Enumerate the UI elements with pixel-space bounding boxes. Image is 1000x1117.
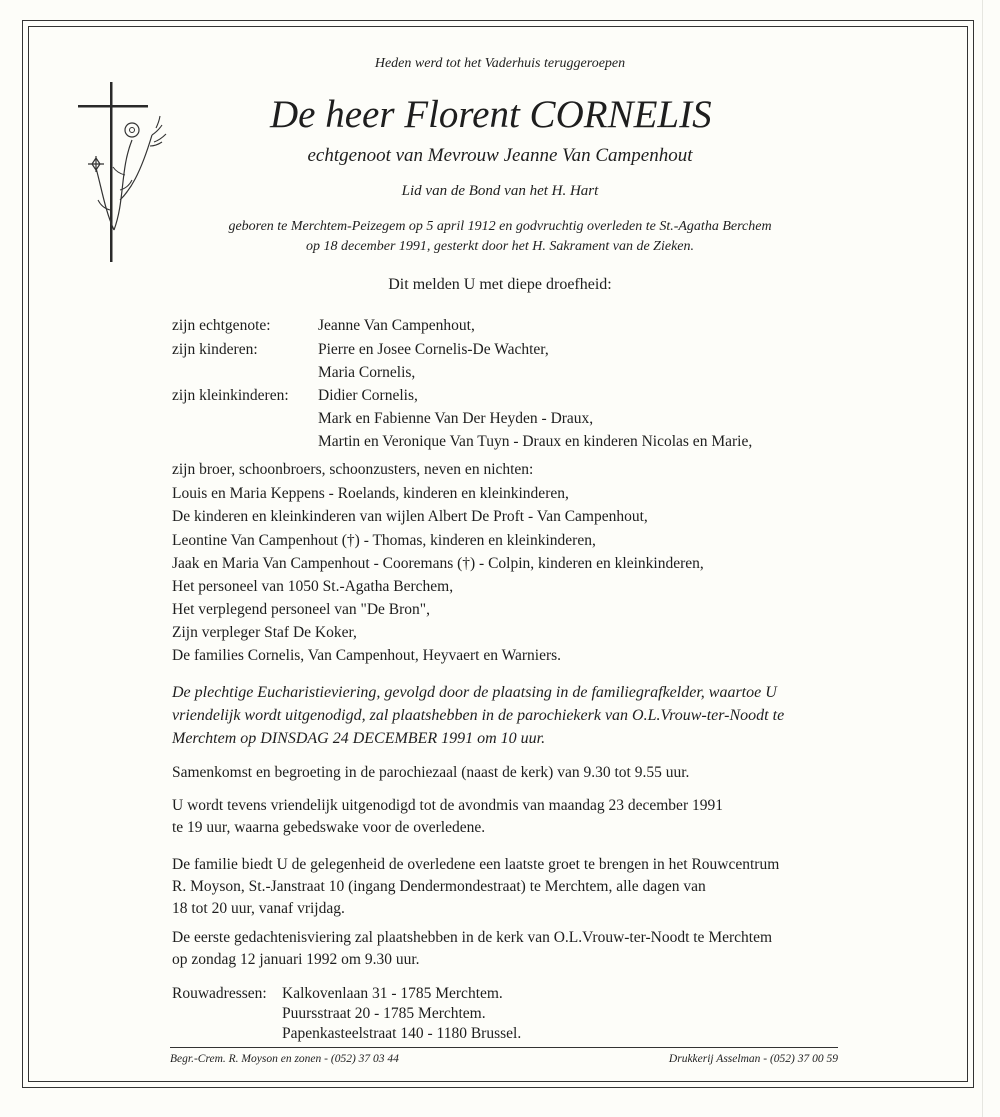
address-line: Puursstraat 20 - 1785 Merchtem. (282, 1005, 486, 1022)
family-line: Zijn verpleger Staf De Koker, (172, 624, 357, 641)
announcement: Dit melden U met diepe droefheid: (388, 276, 612, 293)
family-line: Louis en Maria Keppens - Roelands, kinderen en kleinkinderen, (172, 485, 569, 502)
family-line: De kinderen en kleinkinderen van wijlen Albert De Proft - Van Campenhout, (172, 508, 648, 525)
paper-fold (982, 0, 983, 1117)
farewell-line: De familie biedt U de gelegenheid de overledene een laatste groet te brengen in het Rouwcentrum (172, 856, 780, 873)
family-line: Het personeel van 1050 St.-Agatha Berchem, (172, 578, 454, 595)
farewell-line: R. Moyson, St.-Janstraat 10 (ingang Dendermondestraat) te Merchtem, alle dagen van (172, 878, 706, 895)
family-line: zijn broer, schoonbroers, schoonzusters, neven en nichten: (172, 461, 534, 478)
gathering-line: Samenkomst en begroeting in de parochiezaal (naast de kerk) van 9.30 tot 9.55 uur. (172, 764, 690, 781)
relative-label: zijn kinderen: (172, 341, 258, 358)
family-line: Het verplegend personeel van "De Bron", (172, 601, 430, 618)
membership-line: Lid van de Bond van het H. Hart (401, 183, 599, 199)
family-line: Jaak en Maria Van Campenhout - Cooremans (†) - Colpin, kinderen en kleinkinderen, (172, 555, 704, 572)
relative-value: Didier Cornelis, (318, 387, 418, 404)
memorial-line: op zondag 12 januari 1992 om 9.30 uur. (172, 951, 420, 968)
footer-left: Begr.-Crem. R. Moyson en zonen - (052) 37 03 44 (170, 1053, 399, 1065)
relative-value: Martin en Veronique Van Tuyn - Draux en kinderen Nicolas en Marie, (318, 433, 753, 450)
farewell-line: 18 tot 20 uur, vanaf vrijdag. (172, 900, 345, 917)
relative-value: Mark en Fabienne Van Der Heyden - Draux, (318, 410, 594, 427)
ceremony-line: vriendelijk wordt uitgenodigd, zal plaatshebben in de parochiekerk van O.L.Vrouw-ter-Noodt te (172, 707, 785, 724)
birth-line: geboren te Merchtem-Peizegem op 5 april 1912 en godvruchtig overleden te St.-Agatha Berchem (228, 219, 772, 234)
ceremony-line: Merchtem op DINSDAG 24 DECEMBER 1991 om 10 uur. (172, 730, 546, 747)
vigil-line: U wordt tevens vriendelijk uitgenodigd tot de avondmis van maandag 23 december 1991 (172, 797, 723, 814)
address-line: Kalkovenlaan 31 - 1785 Merchtem. (282, 985, 503, 1002)
footer-right: Drukkerij Asselman - (052) 37 00 59 (668, 1053, 838, 1065)
footer-rule (170, 1047, 838, 1048)
relative-label: zijn echtgenote: (172, 317, 271, 334)
relative-label: zijn kleinkinderen: (172, 387, 289, 404)
vigil-line: te 19 uur, waarna gebedswake voor de overledene. (172, 819, 486, 836)
family-line: De families Cornelis, Van Campenhout, Heyvaert en Warniers. (172, 647, 562, 664)
family-line: Leontine Van Campenhout (†) - Thomas, kinderen en kleinkinderen, (172, 532, 596, 549)
relative-value: Jeanne Van Campenhout, (318, 317, 475, 334)
relative-value: Pierre en Josee Cornelis-De Wachter, (318, 341, 549, 358)
relative-value: Maria Cornelis, (318, 364, 416, 381)
memorial-line: De eerste gedachtenisviering zal plaatshebben in de kerk van O.L.Vrouw-ter-Noodt te Merchtem (172, 929, 773, 946)
header-text: Heden werd tot het Vaderhuis teruggeroepen (374, 56, 626, 71)
addresses-label: Rouwadressen: (172, 985, 267, 1002)
death-line: op 18 december 1991, gesterkt door het H. Sakrament van de Zieken. (305, 239, 694, 254)
spouse-line: echtgenoot van Mevrouw Jeanne Van Campenhout (307, 145, 693, 166)
deceased-name: De heer Florent CORNELIS (270, 93, 712, 136)
address-line: Papenkasteelstraat 140 - 1180 Brussel. (282, 1025, 522, 1042)
ceremony-line: De plechtige Eucharistieviering, gevolgd door de plaatsing in de familiegrafkelder, waartoe U (172, 684, 777, 701)
